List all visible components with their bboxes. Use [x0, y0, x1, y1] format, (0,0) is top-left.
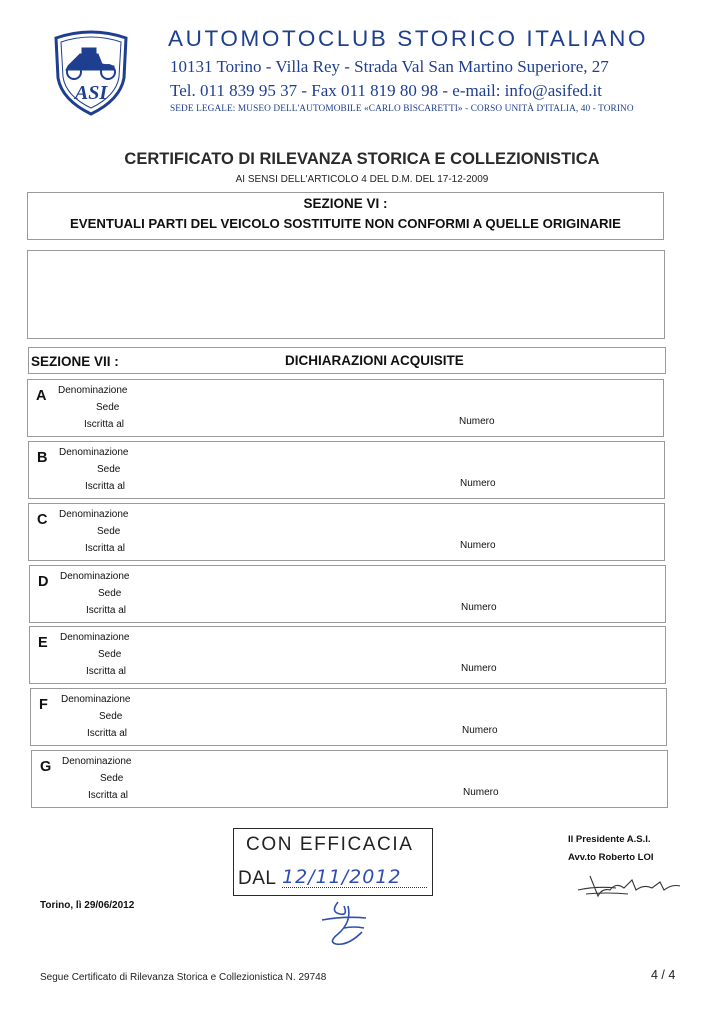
president-name: Avv.to Roberto LOI [568, 852, 654, 863]
place-date: Torino, lì 29/06/2012 [40, 900, 135, 911]
iscritta-label: Iscritta al [85, 481, 126, 492]
denominazione-label: Denominazione [58, 385, 128, 396]
validity-stamp [233, 828, 433, 896]
ink-signature [318, 898, 374, 948]
denominazione-label: Denominazione [59, 509, 129, 520]
iscritta-label: Iscritta al [85, 543, 126, 554]
sede-label: Sede [99, 711, 123, 722]
page-number: 4 / 4 [651, 968, 676, 982]
declaration-entry [28, 441, 665, 499]
denominazione-label: Denominazione [60, 632, 130, 643]
stamp-heading: CON EFFICACIA [246, 834, 414, 855]
stamp-prefix: DAL [238, 868, 277, 889]
president-role: Il Presidente A.S.I. [568, 834, 651, 845]
section-6-title: SEZIONE VI : [303, 196, 388, 211]
denominazione-label: Denominazione [59, 447, 129, 458]
declaration-entry [30, 688, 667, 746]
section-6-content [27, 250, 665, 339]
numero-label: Numero [459, 416, 495, 427]
certificate-title: CERTIFICATO DI RILEVANZA STORICA E COLLEZIONISTICA [124, 150, 600, 168]
stamp-date: 12/11/2012 [282, 866, 402, 888]
sede-label: Sede [96, 402, 120, 413]
club-name: AUTOMOTOCLUB STORICO ITALIANO [168, 26, 649, 51]
entry-letter: F [39, 697, 48, 713]
legal-seat: SEDE LEGALE: MUSEO DELL'AUTOMOBILE «CARLO BISCARETTI» - CORSO UNITÀ D'ITALIA, 40 - TORINO [170, 104, 634, 114]
iscritta-label: Iscritta al [86, 605, 127, 616]
vintage-car-icon [66, 48, 115, 79]
section-6-subtitle: EVENTUALI PARTI DEL VEICOLO SOSTITUITE NON CONFORMI A QUELLE ORIGINARIE [70, 216, 621, 231]
section-7-title: SEZIONE VII : [31, 354, 119, 369]
entry-letter: B [37, 450, 48, 466]
declaration-entry [29, 626, 666, 684]
footer-text: Segue Certificato di Rilevanza Storica e Collezionistica N. 29748 [40, 972, 327, 983]
entry-letter: G [40, 759, 52, 775]
entry-letter: A [36, 388, 47, 404]
denominazione-label: Denominazione [61, 694, 131, 705]
sede-label: Sede [97, 464, 121, 475]
denominazione-label: Denominazione [62, 756, 132, 767]
iscritta-label: Iscritta al [84, 419, 125, 430]
denominazione-label: Denominazione [60, 571, 130, 582]
sede-label: Sede [98, 649, 122, 660]
sede-label: Sede [98, 588, 122, 599]
numero-label: Numero [463, 787, 499, 798]
asi-logo [50, 26, 132, 116]
declaration-entry [29, 565, 666, 623]
iscritta-label: Iscritta al [88, 790, 129, 801]
certificate-subtitle: AI SENSI DELL'ARTICOLO 4 DEL D.M. DEL 17-12-2009 [235, 174, 489, 185]
section-7-header [28, 347, 666, 374]
iscritta-label: Iscritta al [87, 728, 128, 739]
club-contacts: Tel. 011 839 95 37 - Fax 011 819 80 98 - e-mail: info@asifed.it [170, 81, 602, 100]
sede-label: Sede [97, 526, 121, 537]
numero-label: Numero [460, 478, 496, 489]
section-7-heading: DICHIARAZIONI ACQUISITE [285, 353, 464, 368]
logo-lettering: ASI [74, 82, 108, 104]
numero-label: Numero [461, 663, 497, 674]
president-signature [576, 868, 684, 904]
entry-letter: C [37, 512, 48, 528]
declaration-entry [28, 503, 665, 561]
iscritta-label: Iscritta al [86, 666, 127, 677]
entry-letter: D [38, 574, 49, 590]
section-6-header [27, 192, 664, 240]
numero-label: Numero [461, 602, 497, 613]
sede-label: Sede [100, 773, 124, 784]
entry-letter: E [38, 635, 48, 651]
declaration-entry [31, 750, 668, 808]
numero-label: Numero [460, 540, 496, 551]
stamp-dotted-line [282, 887, 427, 888]
numero-label: Numero [462, 725, 498, 736]
declaration-entry [27, 379, 664, 437]
club-address: 10131 Torino - Villa Rey - Strada Val San Martino Superiore, 27 [170, 57, 609, 76]
